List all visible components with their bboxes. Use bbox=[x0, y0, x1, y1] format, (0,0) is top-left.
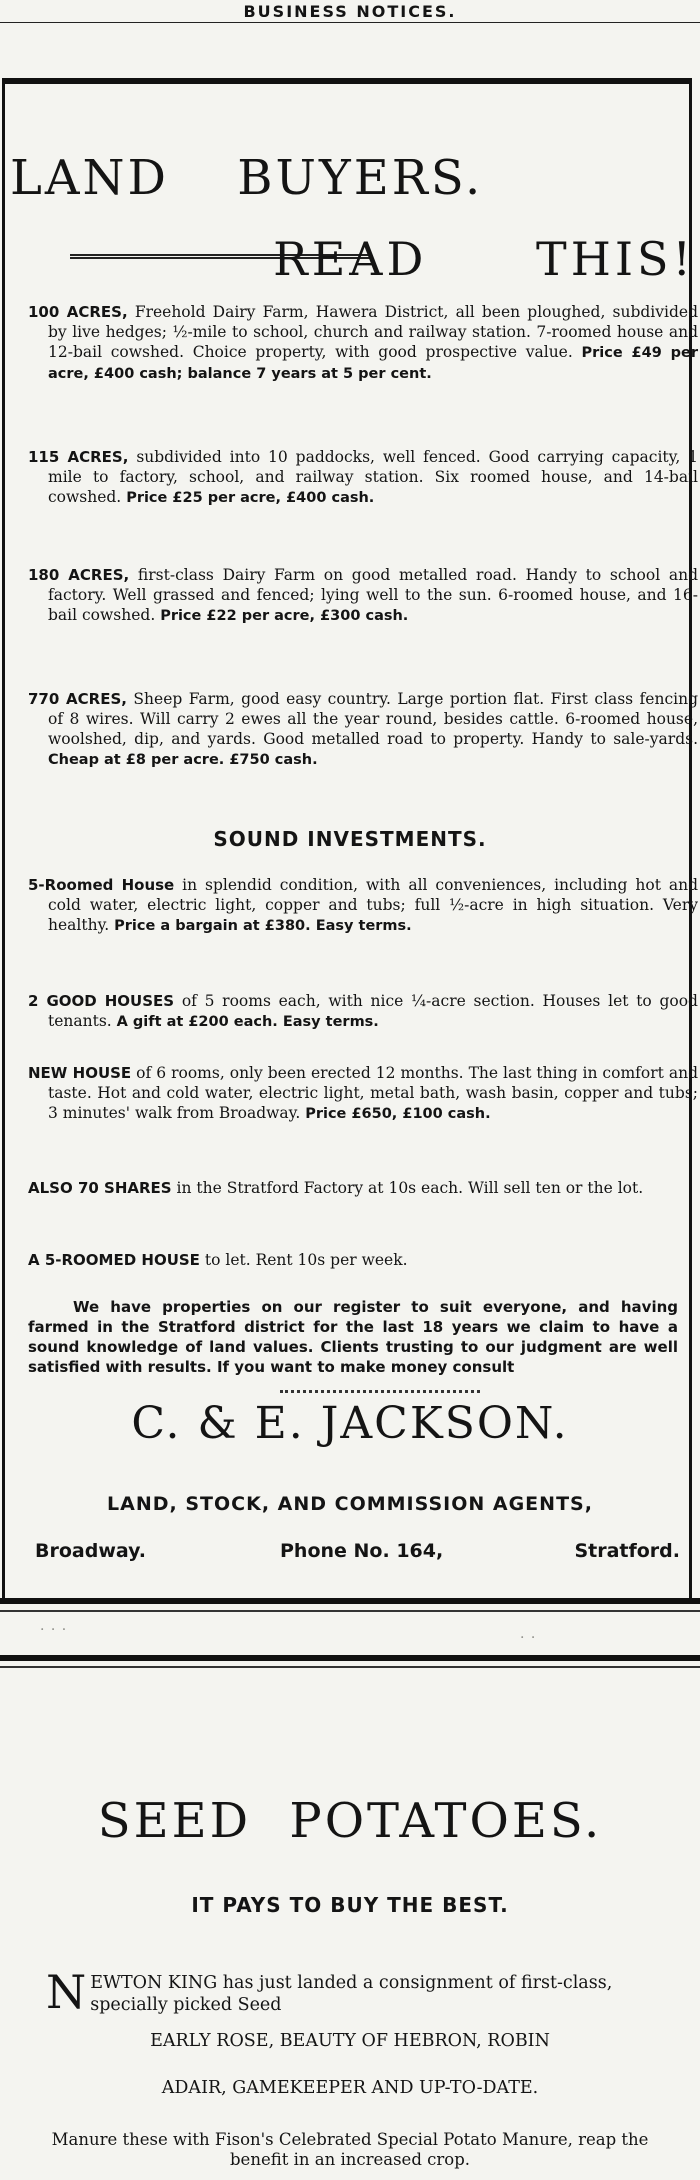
manure-text: Manure these with Fison's Celebrated Special Potato Manure, reap the benefit in an increased crop. bbox=[51, 2130, 649, 2169]
print-smudge: · · bbox=[520, 1630, 537, 1646]
seed-varieties-line-1: EARLY ROSE, BEAUTY OF HEBRON, ROBIN bbox=[150, 2031, 550, 2051]
header-rule bbox=[0, 22, 700, 23]
seed-potatoes-title: SEED POTATOES. bbox=[97, 1793, 603, 1849]
contact-street: Broadway. bbox=[35, 1540, 146, 1562]
listing-price: Cheap at £8 per acre. £750 cash. bbox=[48, 752, 318, 768]
ad-headline: LAND BUYERS. bbox=[10, 150, 484, 206]
contact-phone: Phone No. 164, bbox=[280, 1540, 444, 1562]
investment-text: in splendid condition, with all conveniences, including hot and cold water, electric light, copper and tubs; full ½-acre in high situation. Very healthy. bbox=[48, 876, 698, 934]
advert-divider bbox=[0, 1610, 700, 1612]
investment-text: of 5 rooms each, with nice ¼-acre section. Houses let to good tenants. bbox=[48, 992, 698, 1030]
investment-price: Price a bargain at £380. Easy terms. bbox=[114, 918, 412, 934]
investment-shares bbox=[28, 1178, 698, 1198]
firm-name: C. & E. JACKSON. bbox=[131, 1398, 569, 1449]
investment-price: Price £650, £100 cash. bbox=[305, 1106, 491, 1122]
ad-subhead: READ THIS! bbox=[273, 232, 695, 286]
page-header bbox=[0, 0, 700, 30]
subhead-row bbox=[40, 232, 695, 286]
listing-180-acres bbox=[28, 565, 698, 626]
seed-varieties-line-2: ADAIR, GAMEKEEPER AND UP-TO-DATE. bbox=[161, 2078, 539, 2098]
listing-770-acres bbox=[28, 689, 698, 770]
section-heading: BUSINESS NOTICES. bbox=[243, 2, 457, 21]
listing-lead: 180 ACRES, bbox=[28, 566, 130, 584]
investment-price: A gift at £200 each. Easy terms. bbox=[116, 1014, 379, 1030]
firm-description: LAND, STOCK, AND COMMISSION AGENTS, bbox=[107, 1493, 593, 1515]
investment-lead: 5-Roomed House bbox=[28, 876, 175, 894]
investment-new-house bbox=[28, 1063, 698, 1124]
investment-house-to-let bbox=[28, 1250, 698, 1270]
listing-115-acres bbox=[28, 447, 698, 508]
contact-row bbox=[35, 1540, 680, 1568]
listing-text: Sheep Farm, good easy country. Large portion flat. First class fencing of 8 wires. Will carry 2 ewes all the year round, besides cattle. 6-roomed house, woolshed, dip, and yards. Good metalled road to property. Handy to sale-yards. bbox=[48, 690, 698, 748]
listing-lead: 100 ACRES, bbox=[28, 303, 128, 321]
listing-lead: 115 ACRES, bbox=[28, 448, 129, 466]
investment-lead: ALSO 70 SHARES bbox=[28, 1179, 172, 1197]
investment-text: in the Stratford Factory at 10s each. Will sell ten or the lot. bbox=[176, 1179, 644, 1197]
investment-lead: A 5-ROOMED HOUSE bbox=[28, 1251, 200, 1269]
advert-divider bbox=[0, 1598, 700, 1604]
advert-divider bbox=[0, 1655, 700, 1661]
listing-100-acres bbox=[28, 302, 698, 384]
investment-2-good-houses bbox=[28, 991, 698, 1032]
consult-paragraph: We have properties on our register to suit everyone, and having farmed in the Stratford district for the last 18 years we claim to have a sound knowledge of land values. Clients trusting to our judgment are well satisfied with results. If you want to make money consult bbox=[28, 1298, 678, 1376]
listing-lead: 770 ACRES, bbox=[28, 690, 127, 708]
seed-intro bbox=[10, 1965, 646, 2019]
seed-intro-text: EWTON KING has just landed a consignment of first-class, specially picked Seed bbox=[90, 1973, 613, 2015]
contact-town: Stratford. bbox=[574, 1540, 680, 1562]
listing-text: first-class Dairy Farm on good metalled road. Handy to school and factory. Well grassed and fenced; lying well to the sun. 6-roomed house, and 16-bail cowshed. bbox=[48, 566, 699, 624]
listing-text: subdivided into 10 paddocks, well fenced. Good carrying capacity, 1 mile to factory, school, and railway station. Six roomed house, and 14-bail cowshed. bbox=[48, 448, 698, 506]
seed-potatoes-subtitle: IT PAYS TO BUY THE BEST. bbox=[191, 1893, 509, 1917]
decorative-rule bbox=[280, 1390, 480, 1393]
investment-lead: NEW HOUSE bbox=[28, 1064, 132, 1082]
listing-price: Price £49 per acre, £400 cash; balance 7 years at 5 per cent. bbox=[48, 345, 698, 382]
dropcap-letter: N bbox=[46, 1965, 87, 2019]
listing-price: Price £25 per acre, £400 cash. bbox=[126, 490, 375, 506]
listing-text: Freehold Dairy Farm, Hawera District, all been ploughed, subdivided by live hedges; ½-mile to school, church and railway station. 7-roomed house and 12-bail cowshed. Choice property, with good prospective value. bbox=[48, 303, 698, 361]
listing-price: Price £22 per acre, £300 cash. bbox=[160, 608, 409, 624]
print-smudge: · · · bbox=[40, 1622, 68, 1638]
advert-divider bbox=[0, 1666, 700, 1668]
investment-lead: 2 GOOD HOUSES bbox=[28, 992, 175, 1010]
investment-text: to let. Rent 10s per week. bbox=[204, 1251, 408, 1269]
section-title: SOUND INVESTMENTS. bbox=[213, 827, 487, 851]
investment-5-roomed-house bbox=[28, 875, 698, 936]
investment-text: of 6 rooms, only been erected 12 months. The last thing in comfort and taste. Hot and cold water, electric light, metal bath, wash basin, copper and tubs; 3 minutes' walk from Broadway. bbox=[48, 1064, 698, 1122]
